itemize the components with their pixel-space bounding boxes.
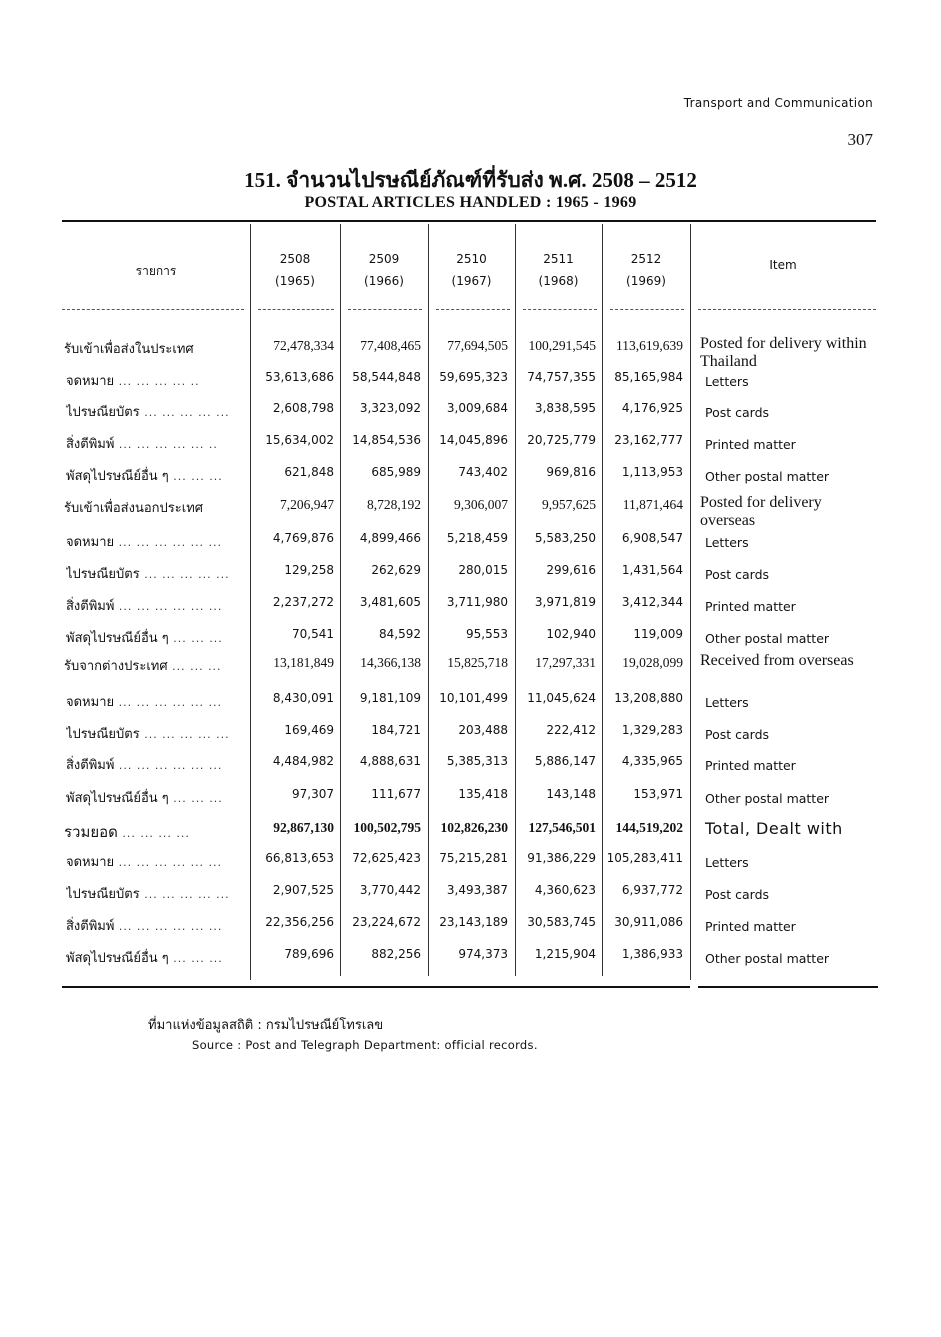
- value-cell: 23,143,189: [439, 915, 508, 929]
- header-year-2509: [340, 248, 428, 292]
- leader-dots: ... ... ... ...: [117, 827, 190, 840]
- value-cell: 11,045,624: [527, 691, 596, 705]
- table-title-thai: 151. จำนวนไปรษณีย์ภัณฑ์ที่รับส่ง พ.ศ. 2508 – 2512: [244, 168, 697, 192]
- row-label-thai-text: สิ่งตีพิมพ์: [66, 919, 115, 934]
- leader-dots: ... ... ... ... ...: [139, 568, 230, 581]
- header-underline: [523, 309, 597, 310]
- value-cell: 974,373: [458, 947, 508, 961]
- row-label-thai: [66, 465, 252, 486]
- leader-dots: ... ... ... ... ..: [114, 375, 200, 388]
- value-cell: 13,181,849: [273, 655, 334, 670]
- value-cell: 100,502,795: [353, 820, 421, 835]
- value-cell: 9,181,109: [359, 691, 421, 705]
- value-cell: 1,329,283: [621, 723, 683, 737]
- header-year-be: 2511: [543, 252, 574, 266]
- value-cell: 100,291,545: [528, 338, 596, 353]
- value-cell: 969,816: [546, 465, 596, 479]
- value-cell: 5,886,147: [534, 754, 596, 768]
- leader-dots: ... ... ... ... ... ..: [114, 438, 218, 451]
- value-cell: 153,971: [633, 787, 683, 801]
- value-cell: 70,541: [292, 627, 334, 641]
- header-year-be: 2509: [368, 252, 400, 266]
- row-label-thai-text: สิ่งตีพิมพ์: [66, 599, 115, 614]
- leader-dots: ... ... ... ... ... ...: [114, 920, 223, 933]
- row-label-thai: [66, 851, 252, 872]
- leader-dots: ... ... ... ... ... ...: [114, 856, 223, 869]
- header-underline: [348, 309, 422, 310]
- leader-dots: ... ... ...: [168, 470, 223, 483]
- value-cell: 102,940: [546, 627, 596, 641]
- row-label-thai-text: พัสดุไปรษณีย์อื่น ๆ: [66, 951, 169, 966]
- row-label-english: Letters: [705, 855, 749, 870]
- value-cell: 119,009: [633, 627, 683, 641]
- row-label-thai-text: จดหมาย: [66, 374, 115, 389]
- header-year-ce: (1968): [538, 274, 579, 288]
- row-label-thai: [66, 433, 252, 454]
- row-label-thai: [66, 754, 252, 775]
- value-cell: 3,493,387: [446, 883, 508, 897]
- value-cell: 14,366,138: [360, 655, 421, 670]
- value-cell: 14,854,536: [352, 433, 421, 447]
- value-cell: 2,237,272: [272, 595, 334, 609]
- row-label-english: Printed matter: [705, 758, 796, 773]
- value-cell: 97,307: [292, 787, 334, 801]
- value-cell: 10,101,499: [439, 691, 508, 705]
- leader-dots: ... ... ...: [167, 660, 222, 673]
- leader-dots: ... ... ...: [168, 792, 223, 805]
- source-note-english: Source : Post and Telegraph Department: official records.: [192, 1038, 538, 1052]
- leader-dots: ... ... ... ... ...: [139, 888, 230, 901]
- value-cell: 102,826,230: [440, 820, 508, 835]
- value-cell: 144,519,202: [615, 820, 683, 835]
- row-label-thai: [64, 338, 250, 359]
- value-cell: 53,613,686: [265, 370, 334, 384]
- value-cell: 111,677: [371, 787, 421, 801]
- value-cell: 30,911,086: [614, 915, 683, 929]
- row-label-thai: [66, 595, 252, 616]
- value-cell: 74,757,355: [527, 370, 596, 384]
- value-cell: 1,113,953: [621, 465, 683, 479]
- row-label-thai-text: รวมยอด: [64, 823, 118, 841]
- row-label-thai: [66, 883, 252, 904]
- source-note-thai: ที่มาแห่งข้อมูลสถิติ : กรมไปรษณีย์โทรเลข: [148, 1018, 384, 1033]
- header-underline: [610, 309, 684, 310]
- value-cell: 85,165,984: [614, 370, 683, 384]
- header-underline: [698, 309, 876, 310]
- column-divider: [690, 224, 691, 980]
- row-label-english: Other postal matter: [705, 791, 830, 806]
- value-cell: 9,306,007: [454, 497, 508, 512]
- value-cell: 685,989: [371, 465, 421, 479]
- table-top-rule: [62, 220, 876, 222]
- leader-dots: ... ... ... ... ... ...: [114, 600, 223, 613]
- value-cell: 743,402: [458, 465, 508, 479]
- value-cell: 7,206,947: [280, 497, 334, 512]
- row-label-english: Printed matter: [705, 919, 796, 934]
- header-year-2511: [515, 248, 602, 292]
- row-label-english: Post cards: [705, 567, 770, 582]
- value-cell: 6,908,547: [621, 531, 683, 545]
- value-cell: 91,386,229: [527, 851, 596, 865]
- value-cell: 184,721: [371, 723, 421, 737]
- row-label-thai: [66, 627, 252, 648]
- value-cell: 23,224,672: [352, 915, 421, 929]
- value-cell: 3,838,595: [534, 401, 596, 415]
- row-label-thai-text: จดหมาย: [66, 535, 115, 550]
- value-cell: 1,386,933: [621, 947, 683, 961]
- header-year-be: 2508: [279, 252, 311, 266]
- header-year-2508: [250, 248, 340, 292]
- value-cell: 95,553: [466, 627, 508, 641]
- value-cell: 1,215,904: [534, 947, 596, 961]
- page-number: 307: [847, 130, 873, 149]
- value-cell: 2,608,798: [272, 401, 334, 415]
- row-label-english: Total, Dealt with: [705, 819, 843, 838]
- header-year-ce: (1965): [275, 274, 315, 288]
- header-year-2512: [602, 248, 690, 292]
- value-cell: 3,412,344: [621, 595, 683, 609]
- value-cell: 75,215,281: [439, 851, 508, 865]
- row-label-thai: [66, 947, 252, 968]
- value-cell: 22,356,256: [265, 915, 334, 929]
- running-head: Transport and Communication: [683, 96, 873, 110]
- row-label-english: Posted for delivery overseas: [700, 494, 822, 529]
- row-label-thai-text: สิ่งตีพิมพ์: [66, 758, 115, 773]
- leader-dots: ... ... ... ... ... ...: [114, 536, 223, 549]
- row-label-thai-text: จดหมาย: [66, 695, 115, 710]
- value-cell: 4,176,925: [621, 401, 683, 415]
- row-label-english: Other postal matter: [705, 631, 830, 646]
- value-cell: 3,770,442: [359, 883, 421, 897]
- value-cell: 66,813,653: [265, 851, 334, 865]
- row-label-thai: [66, 691, 252, 712]
- value-cell: 15,825,718: [447, 655, 508, 670]
- header-year-ce: (1966): [364, 274, 404, 288]
- row-label-thai: [66, 531, 252, 552]
- row-label-english: Other postal matter: [705, 951, 830, 966]
- value-cell: 8,430,091: [272, 691, 334, 705]
- header-item-thai: รายการ: [135, 264, 177, 278]
- header-year-ce: (1969): [626, 274, 666, 288]
- value-cell: 4,335,965: [621, 754, 683, 768]
- value-cell: 15,634,002: [265, 433, 334, 447]
- value-cell: 203,488: [458, 723, 508, 737]
- row-label-thai: [64, 820, 250, 844]
- value-cell: 299,616: [546, 563, 596, 577]
- leader-dots: ... ... ... ... ...: [139, 728, 230, 741]
- row-label-english: Posted for delivery within Thailand: [700, 335, 867, 370]
- row-label-english: Received from overseas: [700, 652, 854, 669]
- row-label-thai: [64, 655, 250, 676]
- value-cell: 5,583,250: [534, 531, 596, 545]
- value-cell: 5,385,313: [446, 754, 508, 768]
- value-cell: 127,546,501: [528, 820, 596, 835]
- row-label-english: Printed matter: [705, 437, 796, 452]
- row-label-thai: [66, 563, 252, 584]
- value-cell: 789,696: [284, 947, 334, 961]
- row-label-english: Letters: [705, 535, 749, 550]
- value-cell: 262,629: [371, 563, 421, 577]
- row-label-thai-text: จดหมาย: [66, 855, 115, 870]
- row-label-thai-text: ไปรษณียบัตร: [66, 567, 140, 582]
- value-cell: 3,971,819: [534, 595, 596, 609]
- row-label-english: Letters: [705, 374, 749, 389]
- value-cell: 169,469: [284, 723, 334, 737]
- row-label-thai-text: พัสดุไปรษณีย์อื่น ๆ: [66, 791, 169, 806]
- value-cell: 280,015: [458, 563, 508, 577]
- value-cell: 222,412: [546, 723, 596, 737]
- table-title-english: POSTAL ARTICLES HANDLED : 1965 - 1969: [304, 194, 637, 211]
- value-cell: 4,769,876: [272, 531, 334, 545]
- value-cell: 3,481,605: [359, 595, 421, 609]
- table-bottom-rule: [62, 986, 690, 988]
- row-label-thai: [64, 497, 250, 518]
- value-cell: 84,592: [379, 627, 421, 641]
- row-label-english: Post cards: [705, 405, 770, 420]
- value-cell: 17,297,331: [535, 655, 596, 670]
- leader-dots: ... ... ... ... ...: [139, 406, 230, 419]
- row-label-thai-text: พัสดุไปรษณีย์อื่น ๆ: [66, 631, 169, 646]
- row-label-thai-text: ไปรษณียบัตร: [66, 887, 140, 902]
- value-cell: 59,695,323: [439, 370, 508, 384]
- value-cell: 113,619,639: [616, 338, 683, 353]
- value-cell: 129,258: [284, 563, 334, 577]
- table-bottom-rule: [698, 986, 878, 988]
- value-cell: 4,899,466: [359, 531, 421, 545]
- value-cell: 135,418: [458, 787, 508, 801]
- value-cell: 6,937,772: [621, 883, 683, 897]
- value-cell: 58,544,848: [352, 370, 421, 384]
- leader-dots: ... ... ...: [168, 952, 223, 965]
- header-year-be: 2512: [630, 252, 662, 266]
- value-cell: 4,484,982: [272, 754, 334, 768]
- header-year-2510: [428, 248, 515, 292]
- row-label-thai: [66, 401, 252, 422]
- header-underline: [436, 309, 510, 310]
- row-label-english: Post cards: [705, 727, 770, 742]
- leader-dots: ... ... ... ... ... ...: [114, 759, 223, 772]
- value-cell: 882,256: [371, 947, 421, 961]
- value-cell: 72,625,423: [352, 851, 421, 865]
- header-underline: [258, 309, 334, 310]
- leader-dots: ... ... ... ... ... ...: [114, 696, 223, 709]
- row-label-thai: [66, 723, 252, 744]
- value-cell: 20,725,779: [527, 433, 596, 447]
- row-label-english: Printed matter: [705, 599, 796, 614]
- value-cell: 13,208,880: [614, 691, 683, 705]
- value-cell: 621,848: [284, 465, 334, 479]
- value-cell: 105,283,411: [606, 851, 683, 865]
- value-cell: 92,867,130: [273, 820, 334, 835]
- value-cell: 4,360,623: [534, 883, 596, 897]
- header-year-ce: (1967): [451, 274, 492, 288]
- value-cell: 30,583,745: [527, 915, 596, 929]
- row-label-english: Other postal matter: [705, 469, 830, 484]
- value-cell: 77,694,505: [447, 338, 508, 353]
- row-label-thai-text: รับจากต่างประเทศ: [64, 659, 168, 674]
- value-cell: 72,478,334: [273, 338, 334, 353]
- value-cell: 5,218,459: [446, 531, 508, 545]
- value-cell: 3,711,980: [446, 595, 508, 609]
- value-cell: 3,009,684: [446, 401, 508, 415]
- row-label-thai: [66, 370, 252, 391]
- value-cell: 1,431,564: [621, 563, 683, 577]
- value-cell: 8,728,192: [367, 497, 421, 512]
- row-label-english: Post cards: [705, 887, 770, 902]
- header-underline: [62, 309, 244, 310]
- leader-dots: ... ... ...: [168, 632, 223, 645]
- value-cell: 4,888,631: [359, 754, 421, 768]
- row-label-thai: [66, 787, 252, 808]
- header-item-english: Item: [769, 258, 797, 272]
- value-cell: 77,408,465: [360, 338, 421, 353]
- row-label-thai: [66, 915, 252, 936]
- header-year-be: 2510: [456, 252, 487, 266]
- row-label-thai-text: พัสดุไปรษณีย์อื่น ๆ: [66, 469, 169, 484]
- value-cell: 23,162,777: [614, 433, 683, 447]
- row-label-thai-text: รับเข้าเพื่อส่งในประเทศ: [64, 342, 194, 357]
- row-label-thai-text: สิ่งตีพิมพ์: [66, 437, 115, 452]
- row-label-thai-text: ไปรษณียบัตร: [66, 405, 140, 420]
- value-cell: 19,028,099: [622, 655, 683, 670]
- value-cell: 143,148: [546, 787, 596, 801]
- row-label-english: Letters: [705, 695, 749, 710]
- value-cell: 11,871,464: [622, 497, 683, 512]
- value-cell: 3,323,092: [359, 401, 421, 415]
- value-cell: 2,907,525: [272, 883, 334, 897]
- row-label-thai-text: รับเข้าเพื่อส่งนอกประเทศ: [64, 501, 204, 516]
- value-cell: 9,957,625: [542, 497, 596, 512]
- value-cell: 14,045,896: [439, 433, 508, 447]
- row-label-thai-text: ไปรษณียบัตร: [66, 727, 140, 742]
